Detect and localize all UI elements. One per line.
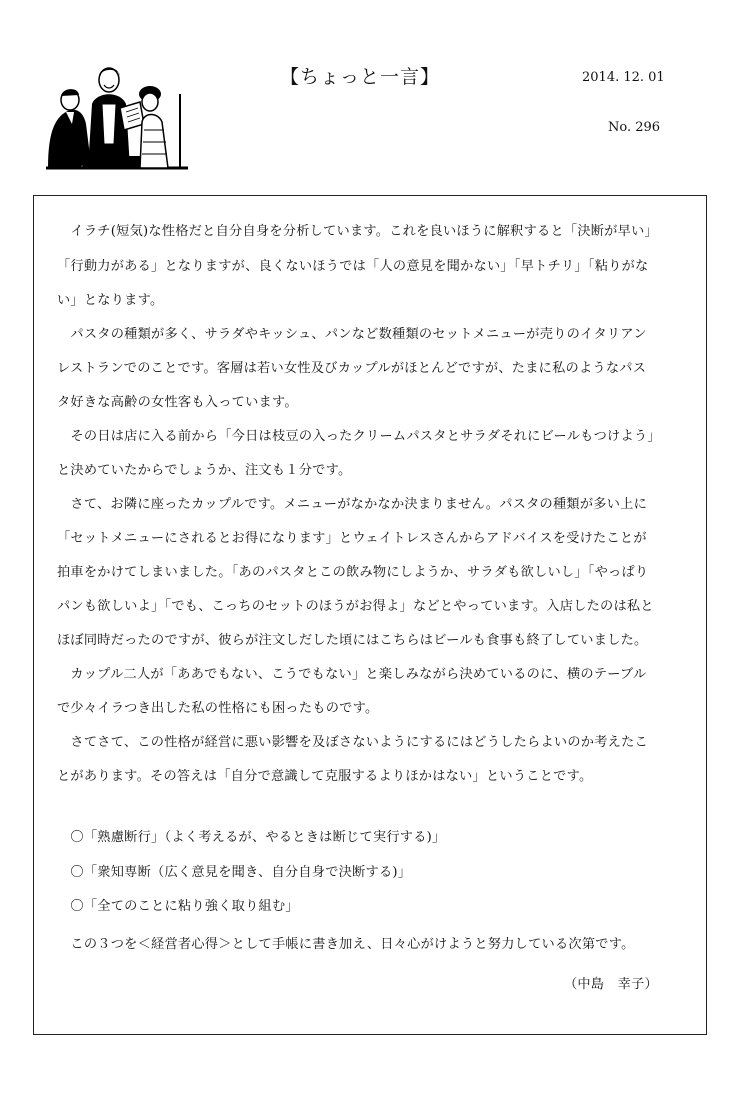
- body-line: い」となります。: [57, 293, 164, 308]
- body-line: タ好きな高齢の女性客も入っています。: [57, 395, 298, 410]
- body-line: ほぼ同時だったのですが、彼らが注文しだした頃にはこちらはビールも食事も終了していました。: [57, 633, 648, 648]
- body-line: レストランでのことです。客層は若い女性及びカップルがほとんどですが、たまに私のようなパス: [57, 361, 647, 376]
- body-line: とがあります。その答えは「自分で意識して克服するよりほかはない」ということです。: [57, 769, 593, 784]
- author-signature: （中島 幸子）: [563, 977, 658, 992]
- issue-date: 2014. 12. 01: [582, 70, 665, 85]
- body-line: 「行動力がある」となりますが、良くないほうでは「人の意見を聞かない」「早トチリ」「粘りがな: [57, 259, 649, 274]
- body-line: さてさて、この性格が経営に悪い影響を及ぼさないようにするにはどうしたらよいのか考えたこ: [57, 735, 648, 750]
- body-line: さて、お隣に座ったカップルです。メニューがなかなか決まりません。パスタの種類が多い上に: [57, 497, 648, 512]
- body-line: カップル二人が「ああでもない、こうでもない」と楽しみながら決めているのに、横のテーブル: [57, 667, 647, 682]
- closing-line: この３つを＜経営者心得＞として手帳に書き加え、日々心がけようと努力している次第です。: [57, 937, 635, 952]
- issue-number: No. 296: [608, 120, 661, 135]
- column-title: 【ちょっと一言】: [280, 66, 441, 88]
- restaurant-illustration: [44, 64, 190, 170]
- body-line: パンも欲しいよ」「でも、こっちのセットのほうがお得よ」などとやっています。入店したのは私と: [57, 599, 654, 614]
- list-item: 〇「衆知専断（広く意見を聞き、自分自身で決断する)」: [57, 865, 412, 880]
- list-item: 〇「全てのことに粘り強く取り組む」: [57, 899, 299, 914]
- body-line: で少々イラつき出した私の性格にも困ったものです。: [57, 701, 379, 716]
- body-line: と決めていたからでしょうか、注文も１分です。: [57, 463, 352, 478]
- body-line: その日は店に入る前から「今日は枝豆の入ったクリームパスタとサラダそれにビールもつけよう」: [57, 429, 661, 444]
- body-line: 拍車をかけてしまいました。「あのパスタとこの飲み物にしようか、サラダも欲しいし」「やっぱり: [57, 565, 649, 580]
- body-line: パスタの種類が多く、サラダやキッシュ、パンなど数種類のセットメニューが売りのイタリアン: [57, 327, 647, 342]
- body-line: 「セットメニューにされるとお得になります」とウェイトレスさんからアドバイスを受けたことが: [57, 531, 647, 546]
- article-box: [33, 195, 707, 1035]
- body-line: イラチ(短気)な性格だと自分自身を分析しています。これを良いほうに解釈すると「決断が早い」: [57, 224, 658, 239]
- list-item: 〇「熟慮断行」（よく考えるが、やるときは断じて実行する)」: [57, 830, 446, 845]
